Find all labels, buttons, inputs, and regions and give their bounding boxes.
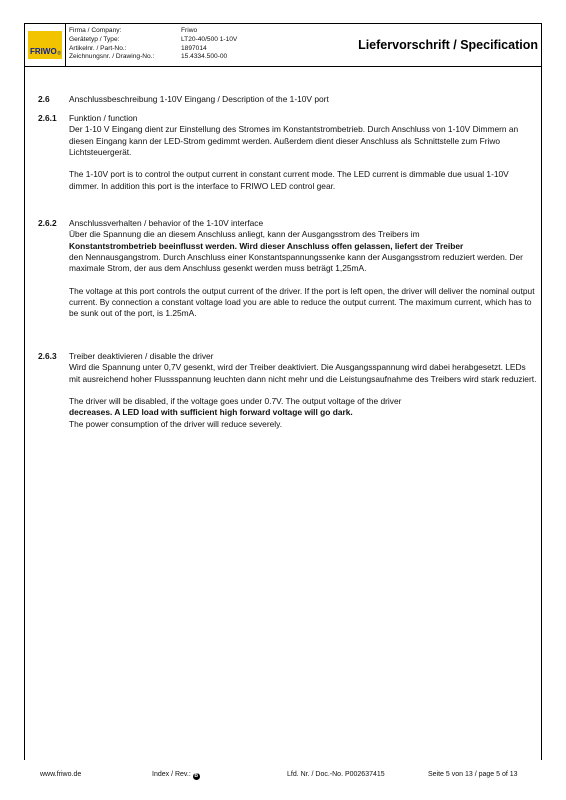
meta-values: [181, 27, 296, 66]
paragraph-english-rest: The power consumption of the driver will reduce severely.: [69, 418, 283, 429]
paragraph-german: Der 1-10 V Eingang dient zur Einstellung des Stromes im Konstantstrombetrieb. Durch Anschluss von 1-10V Dimmern an diesen Eingang kann der LED-Strom gedimmt werden. Außerdem dient dieser Anschluss als Schnittstelle zum Friwo Lichtsteuergerät.: [69, 124, 519, 157]
company-label: Firma / Company:: [69, 27, 122, 34]
left-border-line: [24, 67, 25, 760]
section-number: 2.6.2: [38, 218, 57, 228]
company-value: Friwo: [181, 27, 198, 34]
footer-page: Seite 5 von 13 / page 5 of 13: [428, 771, 518, 778]
paragraph-german-line-1: Über die Spannung die an diesem Anschluss anliegt, kann der Ausgangsstrom des Treibers im: [69, 229, 420, 240]
footer-index: [152, 771, 200, 780]
drawing-no-label: Zeichnungsnr. / Drawing-No.:: [69, 53, 155, 61]
section-number: 2.6.3: [38, 351, 57, 361]
type-value: LT20-40/500 1-10V: [181, 35, 238, 43]
section-title: Anschlussbeschreibung 1-10V Eingang / Description of the 1-10V port: [69, 94, 329, 104]
registered-mark-icon: ®: [57, 51, 61, 57]
section-number: 2.6.1: [38, 113, 57, 123]
logo-text: FRIWO: [30, 47, 57, 56]
right-border-line: [541, 67, 542, 760]
section-title: Funktion / function: [69, 113, 138, 123]
meta-labels: [69, 27, 181, 66]
section-title: Treiber deaktivieren / disable the driver: [69, 351, 214, 361]
part-no-label: Artikelnr. / Part-No.:: [69, 44, 127, 52]
paragraph-english: The voltage at this port controls the output current of the driver. If the port is left open, the driver will deliver the nominal output current. By connection a constant voltage load you are able to reduce the output current. The maximum current, which has to be sunk out of the port, is 1.25mA.: [69, 285, 535, 319]
section-body: [69, 351, 539, 430]
header-meta: [66, 24, 296, 66]
drawing-no-value: 15.4334.500-00: [181, 53, 228, 61]
index-badge-icon: B: [194, 773, 199, 779]
paragraph-english-bold: decreases. A LED load with sufficient high forward voltage will go dark.: [69, 407, 353, 418]
paragraph-german-bold: Konstantstrombetrieb beeinflusst werden. Wird dieser Anschluss offen gelassen, liefert der Treiber: [69, 240, 464, 251]
document-title: Liefervorschrift / Specification: [358, 38, 538, 52]
section-number: 2.6: [38, 94, 50, 104]
footer-doc-no: Lfd. Nr. / Doc.-No. P002637415: [287, 771, 385, 778]
paragraph-german: Wird die Spannung unter 0,7V gesenkt, wird der Treiber deaktiviert. Die Ausgangsspannung wird dabei herabgesetzt. LEDs mit ausreichend hoher Flussspannung leuchten dann nicht mehr und die Leistungsaufnahme des Treibers wird stark reduziert.: [69, 362, 537, 384]
title-cell: [296, 24, 541, 66]
type-label: Gerätetyp / Type:: [69, 35, 120, 43]
part-no-value: 1897014: [181, 44, 207, 52]
paragraph-english-line-1: The driver will be disabled, if the voltage goes under 0.7V. The output voltage of the driver: [69, 396, 402, 407]
paragraph-german-rest: den Nennausgangstrom. Durch Anschluss einer Konstantspannungssenke kann der Ausgangsstrom reduziert werden. Der maximale Strom, der aus dem Anschluss gesenkt werden muss beträgt 1,25mA.: [69, 251, 523, 274]
document-header: [24, 23, 542, 67]
logo-cell: [25, 24, 66, 66]
section-title: Anschlussverhalten / behavior of the 1-10V interface: [69, 218, 264, 228]
section-body: [69, 218, 539, 320]
footer-website: www.friwo.de: [40, 771, 82, 778]
paragraph-english: The 1-10V port is to control the output current in constant current mode. The LED current is dimmable due usual 1-10V dimmer. In addition this port is the interface to FRIWO LED control gear.: [69, 169, 509, 191]
index-label: Index / Rev.:: [152, 771, 191, 778]
friwo-logo: [28, 31, 62, 59]
section-body: [69, 113, 539, 192]
